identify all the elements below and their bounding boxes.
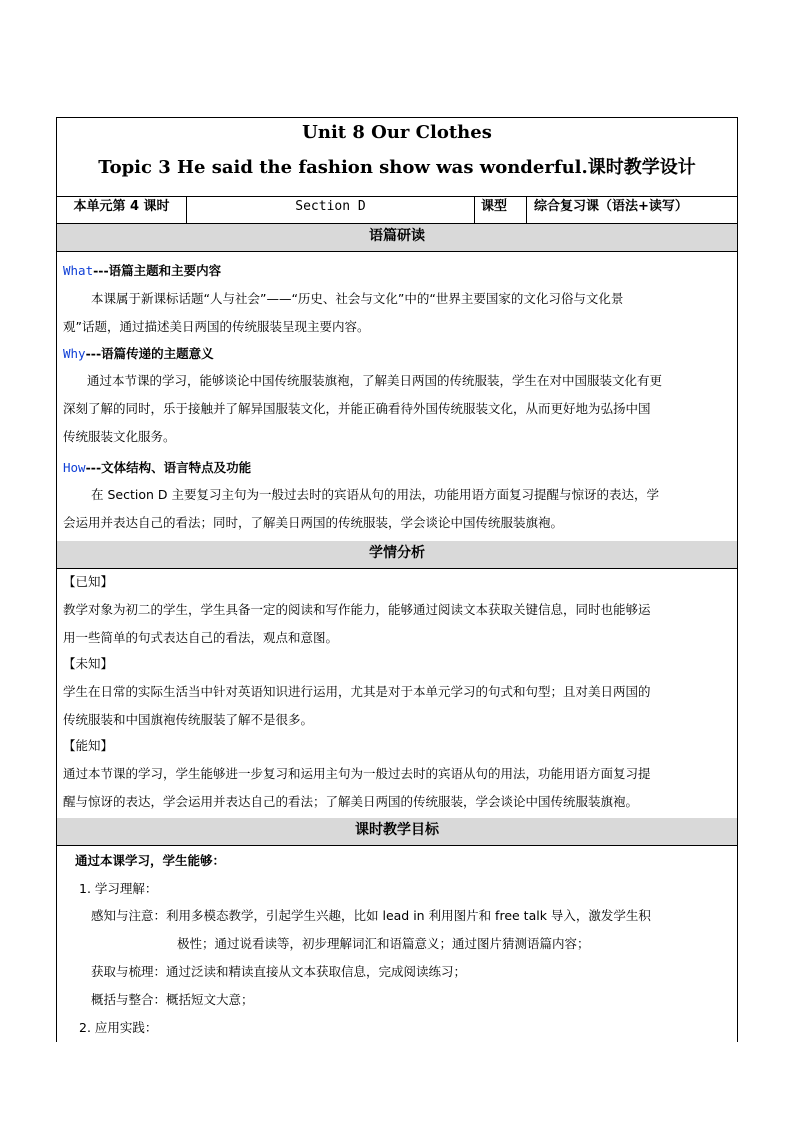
able-label: 【能知】 [63,738,114,753]
why-tag: Why [63,346,86,361]
lesson-info-row [57,196,737,224]
lesson-number: 本单元第 4 课时 [57,197,187,223]
objective-obtain: 获取与梳理：通过泛读和精读直接从文本获取信息，完成阅读练习； [91,964,467,979]
how-heading [63,460,251,476]
objective-perceive-cont: 极性；通过说看读等，初步理解词汇和语篇意义；通过图片猜测语篇内容； [177,936,590,951]
known-label: 【已知】 [63,574,114,589]
objectives-intro: 通过本课学习，学生能够： [75,853,226,868]
why-text-line: 通过本节课的学习，能够谈论中国传统服装旗袍，了解美日两国的传统服装，学生在对中国服装文化有更 [87,373,663,388]
lesson-type-label: 课型 [475,197,527,223]
what-title: ---语篇主题和主要内容 [93,263,222,278]
why-title: ---语篇传递的主题意义 [85,346,214,361]
reading-analysis-heading: 语篇研读 [57,224,737,252]
known-text-line: 用一些简单的句式表达自己的看法，观点和意图。 [63,630,339,645]
what-heading [63,263,221,279]
why-text-line: 深刻了解的同时，乐于接触并了解异国服装文化，并能正确看待外国传统服装文化，从而更好地为弘扬中国 [63,401,651,416]
what-text-line: 本课属于新课标话题“人与社会”——“历史、社会与文化”中的“世界主要国家的文化习俗与文化景 [91,291,624,306]
how-text-line: 会运用并表达自己的看法；同时，了解美日两国的传统服装，学会谈论中国传统服装旗袍。 [63,515,564,530]
how-title: ---文体结构、语言特点及功能 [85,460,252,475]
unknown-text-line: 学生在日常的实际生活当中针对英语知识进行运用，尤其是对于本单元学习的句式和句型；且对美日两国的 [63,684,651,699]
learner-analysis-heading: 学情分析 [57,541,737,569]
objective-summarize: 概括与整合：概括短文大意； [91,992,254,1007]
lesson-type-value: 综合复习课（语法+读写） [534,199,688,214]
why-heading [63,346,214,362]
what-text-line: 观”话题，通过描述美日两国的传统服装呈现主要内容。 [63,319,370,334]
objectives-heading: 课时教学目标 [57,818,737,846]
topic-title: Topic 3 He said the fashion show was wonderful.课时教学设计 [98,157,696,178]
known-text-line: 教学对象为初二的学生，学生具备一定的阅读和写作能力，能够通过阅读文本获取关键信息，同时也能够运 [63,602,651,617]
how-tag: How [63,460,86,475]
how-text-line: 在 Section D 主要复习主句为一般过去时的宾语从句的用法，功能用语方面复习提醒与惊讶的表达，学 [91,487,659,502]
why-text-line: 传统服装文化服务。 [63,429,176,444]
unknown-label: 【未知】 [63,656,114,671]
objective-item-1: 1. 学习理解： [79,881,158,896]
able-text-line: 通过本节课的学习，学生能够进一步复习和运用主句为一般过去时的宾语从句的用法，功能用语方面复习提 [63,766,651,781]
unknown-text-line: 传统服装和中国旗袍传统服装了解不是很多。 [63,712,314,727]
what-tag: What [63,263,94,278]
objective-perceive: 感知与注意：利用多模态教学，引起学生兴趣，比如 lead in 利用图片和 free talk 导入，激发学生积 [91,908,651,923]
unit-title: Unit 8 Our Clothes [302,122,492,143]
objective-item-2: 2. 应用实践： [79,1020,158,1035]
section-name: Section D [187,197,475,223]
lesson-plan-table [56,117,738,1042]
able-text-line: 醒与惊讶的表达，学会运用并表达自己的看法；了解美日两国的传统服装，学会谈论中国传统服装旗袍。 [63,794,639,809]
